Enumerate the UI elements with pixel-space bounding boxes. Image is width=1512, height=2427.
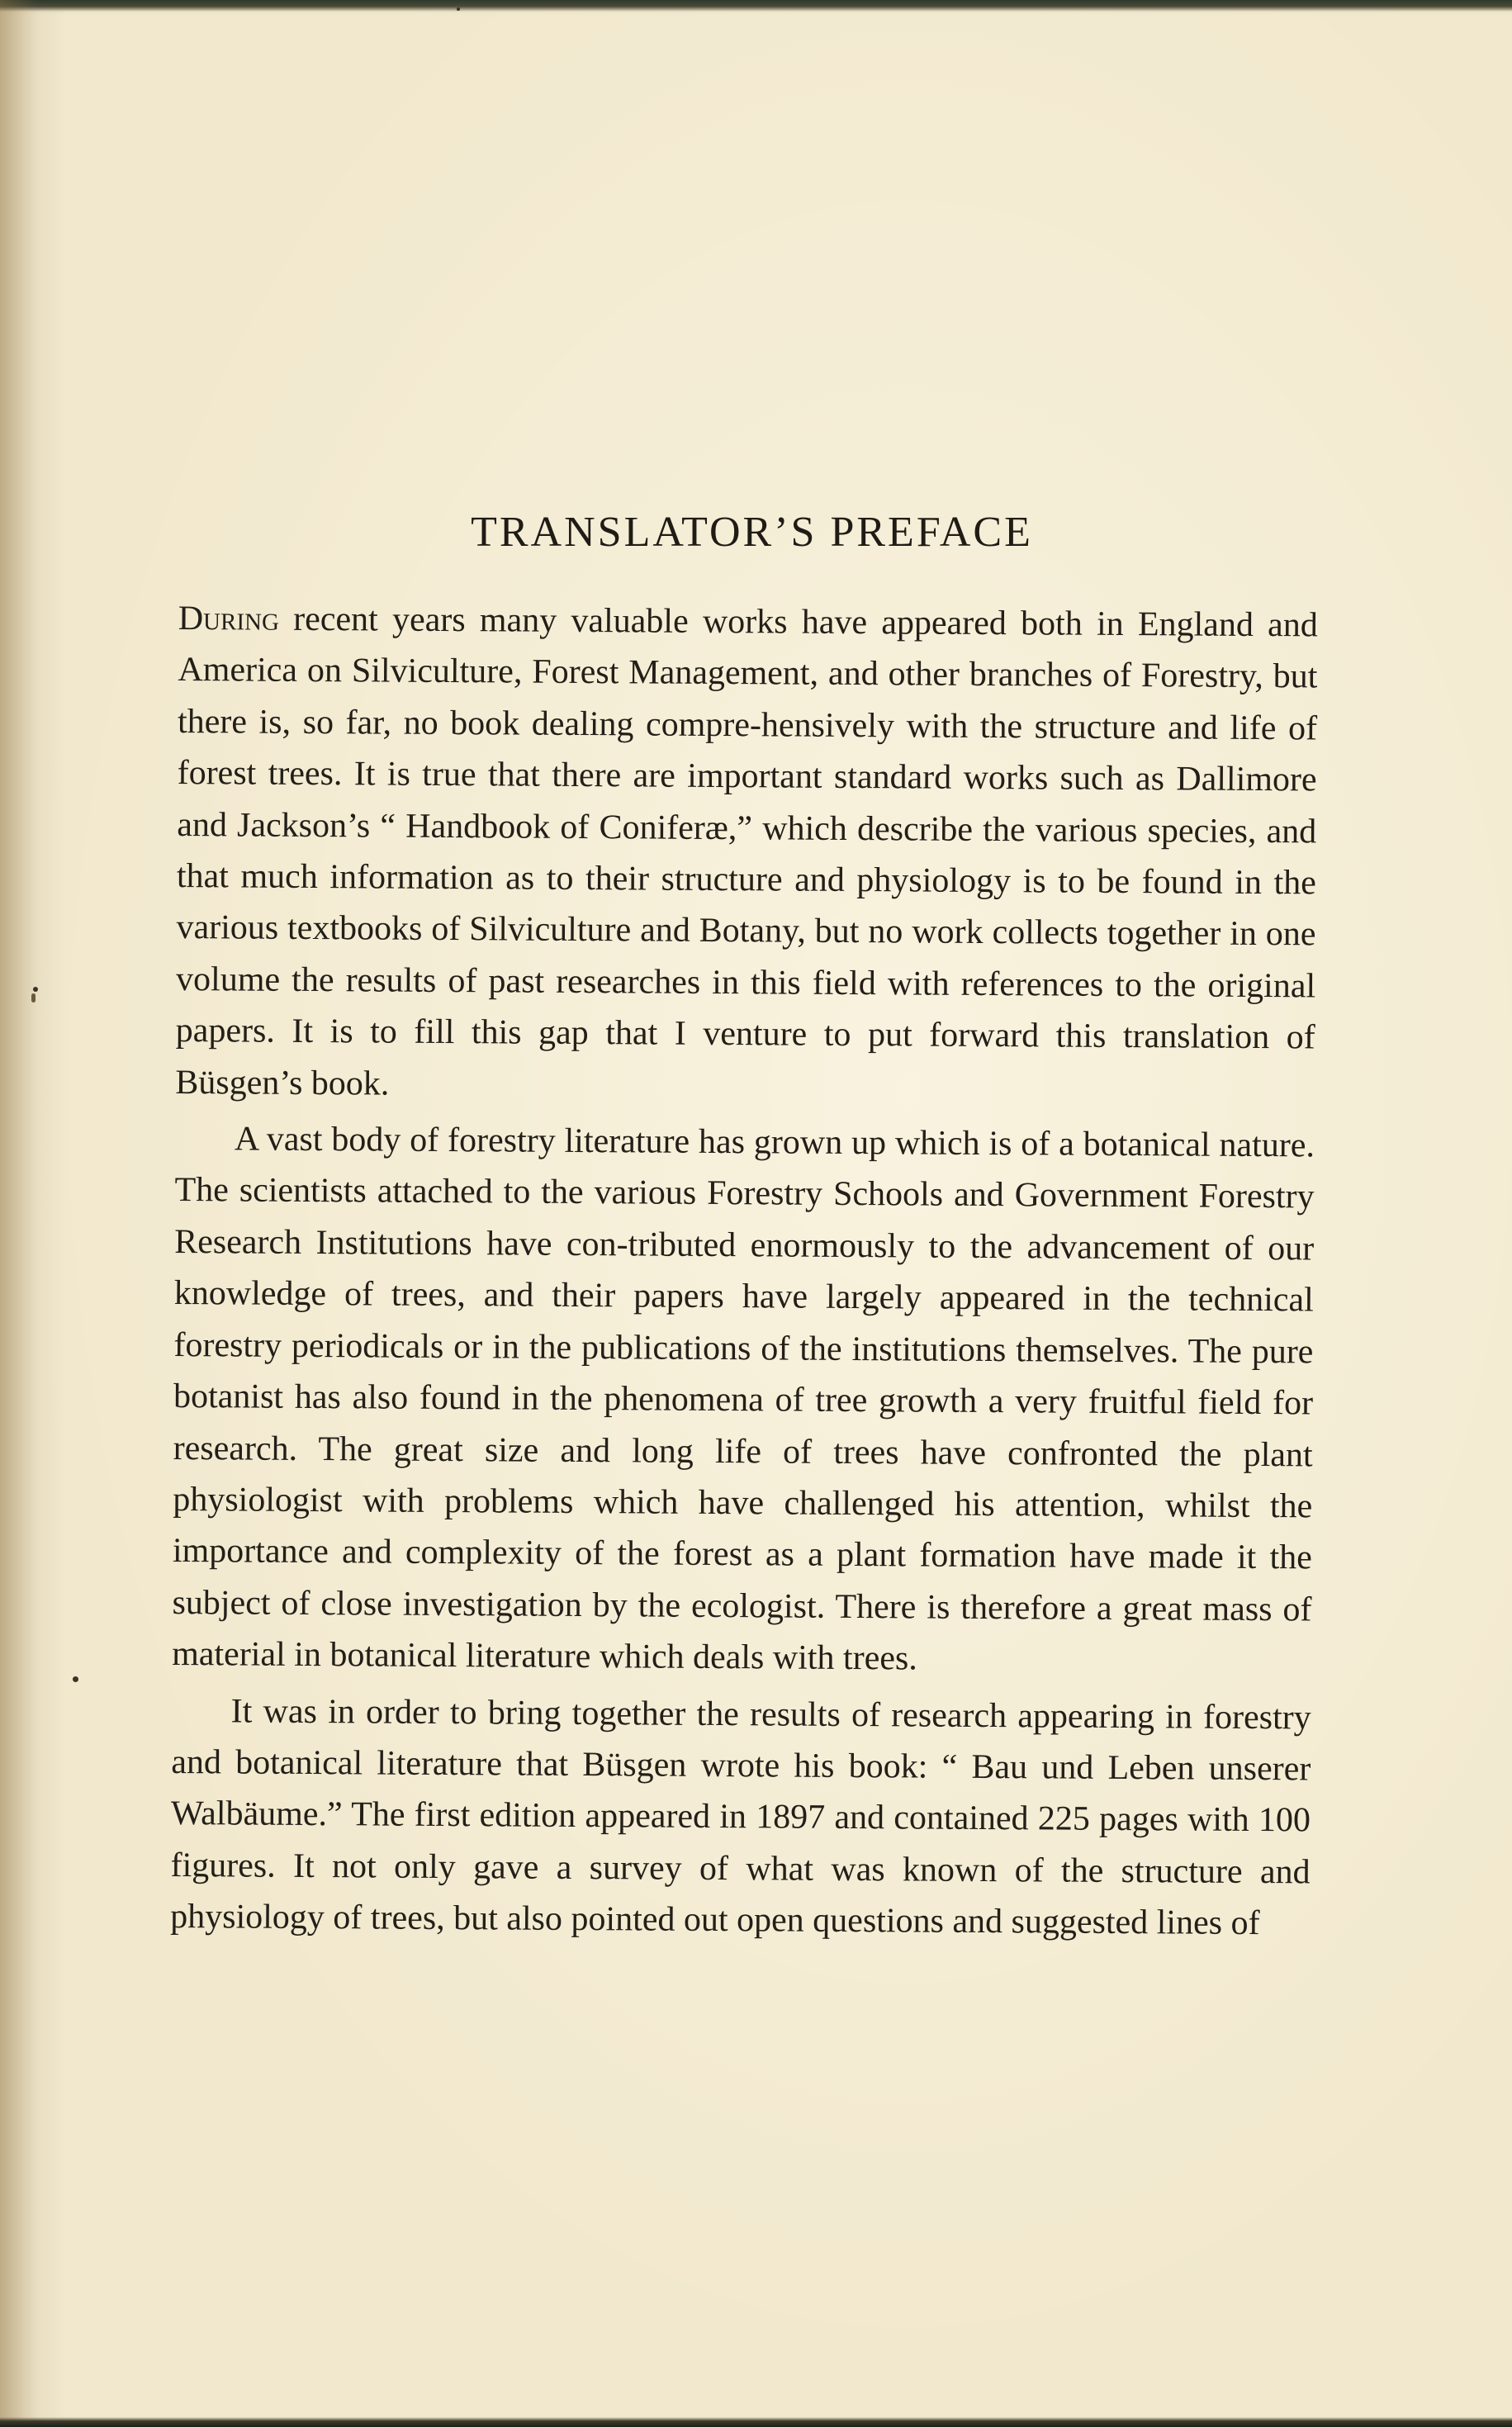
page-title: TRANSLATOR’S PREFACE [471,509,1033,556]
paragraph-1 [175,593,1318,1115]
paper-speck [457,7,460,11]
paragraph-1-lead-word: During [178,599,280,638]
paragraph-2: A vast body of forestry literature has grown up which is of a botanical nature. The scientists attached to the various Forestry Schools and Government Forestry Research Institutions have con-tributed enormously to the advancement of our knowledge of trees, and their papers have largely appeared in the technical forestry periodicals or in the publications of the institutions themselves. The pure botanist has also found in the phenomena of tree growth a very fruitful field for research. The great size and long life of trees have confronted the plant physiologist with problems which have challenged his attention, whilst the importance and complexity of the forest as a plant formation have made it the subject of close investigation by the ecologist. There is therefore a great mass of material in botanical literature which deals with trees. [172,1120,1315,1678]
paragraph-3: It was in order to bring together the results of research appearing in forestry and botanical literature that Büsgen wrote his book: “ Bau und Leben unserer Walbäume.” The first edition appeared in 1897 and contained 225 pages with 100 figures. It not only gave a survey of what was known of the structure and physiology of trees, but also pointed out open questions and suggested lines of [170,1691,1311,1943]
page-gutter-shadow [0,0,38,2427]
paper-speck [31,993,36,1003]
paragraph-1-text: recent years many valuable works have appeared both in England and America on Silviculture, Forest Management, and other branches of Forestry, but there is, so far, no book dealing compre-hensively with the structure and life of forest trees. It is true that there are important standard works such as Dallimore and Jackson’s “ Handbook of Coniferæ,” which describe the various species, and that much information as to their structure and physiology is to be found in the various textbooks of Silviculture and Botany, but no work collects together in one volume the results of past researches in this field with references to the original papers. It is to fill this gap that I venture to put forward this translation of Büsgen’s book. [175,600,1318,1103]
page-bottom-edge [0,2417,1512,2427]
page-top-edge [0,0,1512,12]
preface-body [170,593,1318,1955]
paper-speck [33,987,38,992]
paper-speck [73,1676,78,1682]
